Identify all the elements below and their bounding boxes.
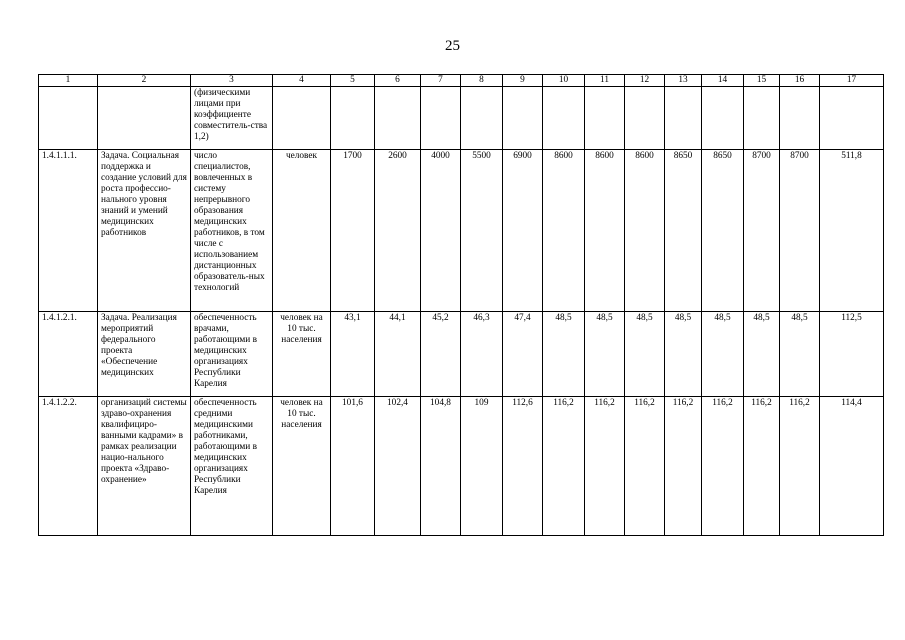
row-value: 112,6	[503, 397, 543, 536]
row-value: 2600	[375, 150, 421, 312]
row-value: 8600	[625, 150, 665, 312]
column-number: 14	[702, 75, 744, 87]
row-value: 116,2	[665, 397, 702, 536]
row-value	[503, 87, 543, 150]
row-value: 8700	[780, 150, 820, 312]
row-value	[665, 87, 702, 150]
row-value	[744, 87, 780, 150]
row-value	[543, 87, 585, 150]
row-value: 104,8	[421, 397, 461, 536]
row-value: 116,2	[543, 397, 585, 536]
row-value	[585, 87, 625, 150]
table-row	[39, 397, 884, 536]
column-number: 1	[39, 75, 98, 87]
row-indicator: обеспеченность врачами, работающими в медицинских организациях Республики Карелия	[191, 312, 273, 397]
row-value: 48,5	[702, 312, 744, 397]
row-value: 8700	[744, 150, 780, 312]
row-value: 48,5	[543, 312, 585, 397]
column-number: 6	[375, 75, 421, 87]
column-number: 13	[665, 75, 702, 87]
row-task: Задача. Реализация мероприятий федерального проекта «Обеспечение медицинских	[98, 312, 191, 397]
row-value: 116,2	[744, 397, 780, 536]
column-number: 16	[780, 75, 820, 87]
row-task	[98, 87, 191, 150]
row-value: 112,5	[820, 312, 884, 397]
row-value	[375, 87, 421, 150]
row-value: 109	[461, 397, 503, 536]
column-number: 15	[744, 75, 780, 87]
row-value: 44,1	[375, 312, 421, 397]
row-value: 116,2	[585, 397, 625, 536]
row-task: Задача. Социальная поддержка и создание условий для роста профессио-нального уровня знаний и умений медицинских работников	[98, 150, 191, 312]
column-number: 5	[331, 75, 375, 87]
row-value: 116,2	[780, 397, 820, 536]
page-number: 25	[445, 38, 460, 54]
row-value: 101,6	[331, 397, 375, 536]
row-value: 45,2	[421, 312, 461, 397]
row-indicator: обеспеченность средними медицинскими работниками, работающими в медицинских организациях Республики Карелия	[191, 397, 273, 536]
column-number: 2	[98, 75, 191, 87]
table-row	[39, 150, 884, 312]
row-value: 8650	[665, 150, 702, 312]
column-number: 12	[625, 75, 665, 87]
row-value	[331, 87, 375, 150]
row-value: 116,2	[702, 397, 744, 536]
row-value: 48,5	[585, 312, 625, 397]
row-value: 48,5	[665, 312, 702, 397]
row-unit: человек на 10 тыс. населения	[273, 397, 331, 536]
row-indicator: число специалистов, вовлеченных в систему непрерывного образования медицинских работников, в том числе с использованием дистанционных образователь-ных технологий	[191, 150, 273, 312]
row-value: 8600	[585, 150, 625, 312]
row-value: 102,4	[375, 397, 421, 536]
column-number: 17	[820, 75, 884, 87]
column-number: 8	[461, 75, 503, 87]
row-value: 8650	[702, 150, 744, 312]
row-value: 6900	[503, 150, 543, 312]
data-table	[38, 74, 884, 536]
column-number: 3	[191, 75, 273, 87]
table-row	[39, 87, 884, 150]
column-number: 11	[585, 75, 625, 87]
row-value: 47,4	[503, 312, 543, 397]
row-value: 43,1	[331, 312, 375, 397]
row-unit: человек на 10 тыс. населения	[273, 312, 331, 397]
row-value	[461, 87, 503, 150]
row-value	[625, 87, 665, 150]
row-value	[780, 87, 820, 150]
row-value: 8600	[543, 150, 585, 312]
row-value	[820, 87, 884, 150]
column-number: 4	[273, 75, 331, 87]
row-unit	[273, 87, 331, 150]
row-code	[39, 87, 98, 150]
row-value: 5500	[461, 150, 503, 312]
column-number-row	[39, 75, 884, 87]
row-value	[702, 87, 744, 150]
row-value: 46,3	[461, 312, 503, 397]
row-unit: человек	[273, 150, 331, 312]
row-code: 1.4.1.1.1.	[39, 150, 98, 312]
row-code: 1.4.1.2.1.	[39, 312, 98, 397]
row-value: 114,4	[820, 397, 884, 536]
row-code: 1.4.1.2.2.	[39, 397, 98, 536]
row-value: 1700	[331, 150, 375, 312]
row-value: 511,8	[820, 150, 884, 312]
column-number: 9	[503, 75, 543, 87]
column-number: 10	[543, 75, 585, 87]
row-task: организаций системы здраво-охранения квалифициро-ванными кадрами» в рамках реализации нацио-нального проекта «Здраво-охранение»	[98, 397, 191, 536]
row-value: 48,5	[744, 312, 780, 397]
row-value: 48,5	[780, 312, 820, 397]
column-number: 7	[421, 75, 461, 87]
row-value	[421, 87, 461, 150]
row-value: 4000	[421, 150, 461, 312]
row-value: 116,2	[625, 397, 665, 536]
table-row	[39, 312, 884, 397]
row-indicator: (физическими лицами при коэффициенте совместитель-ства 1,2)	[191, 87, 273, 150]
row-value: 48,5	[625, 312, 665, 397]
